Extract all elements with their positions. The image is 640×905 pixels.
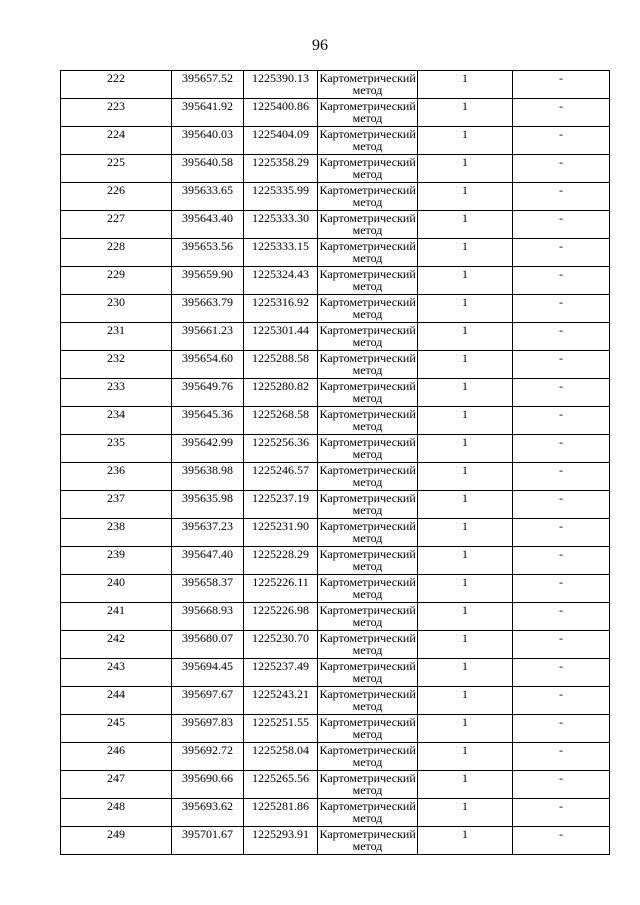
y-coordinate-cell: 1225246.57 bbox=[244, 463, 318, 491]
point-number-cell: 244 bbox=[61, 687, 172, 715]
description-cell: - bbox=[513, 295, 610, 323]
method-text: Картометрический метод bbox=[319, 379, 416, 405]
method-text: Картометрический метод bbox=[319, 435, 416, 461]
description-cell: - bbox=[513, 407, 610, 435]
y-coordinate-cell: 1225243.21 bbox=[244, 687, 318, 715]
x-coordinate-cell: 395647.40 bbox=[172, 547, 244, 575]
method-text: Картометрический метод bbox=[319, 715, 416, 741]
method-text: Картометрический метод bbox=[319, 687, 416, 713]
table-row bbox=[61, 155, 610, 183]
method-cell bbox=[318, 547, 418, 575]
table-row bbox=[61, 267, 610, 295]
method-text: Картометрический метод bbox=[319, 127, 416, 153]
x-coordinate-cell: 395635.98 bbox=[172, 491, 244, 519]
method-text: Картометрический метод bbox=[319, 155, 416, 181]
x-coordinate-cell: 395638.98 bbox=[172, 463, 244, 491]
point-number-cell: 242 bbox=[61, 631, 172, 659]
table-body bbox=[61, 71, 610, 855]
y-coordinate-cell: 1225226.11 bbox=[244, 575, 318, 603]
method-text: Картометрический метод bbox=[319, 491, 416, 517]
accuracy-cell: 1 bbox=[418, 71, 513, 99]
point-number-cell: 223 bbox=[61, 99, 172, 127]
x-coordinate-cell: 395657.52 bbox=[172, 71, 244, 99]
point-number-cell: 243 bbox=[61, 659, 172, 687]
accuracy-cell: 1 bbox=[418, 463, 513, 491]
description-cell: - bbox=[513, 715, 610, 743]
point-number-cell: 226 bbox=[61, 183, 172, 211]
y-coordinate-cell: 1225390.13 bbox=[244, 71, 318, 99]
point-number-cell: 246 bbox=[61, 743, 172, 771]
method-text: Картометрический метод bbox=[319, 183, 416, 209]
y-coordinate-cell: 1225237.19 bbox=[244, 491, 318, 519]
coordinates-table bbox=[60, 70, 610, 855]
accuracy-cell: 1 bbox=[418, 155, 513, 183]
accuracy-cell: 1 bbox=[418, 379, 513, 407]
table-row bbox=[61, 463, 610, 491]
method-text: Картометрический метод bbox=[319, 211, 416, 237]
accuracy-cell: 1 bbox=[418, 323, 513, 351]
table-row bbox=[61, 239, 610, 267]
method-cell bbox=[318, 575, 418, 603]
point-number-cell: 240 bbox=[61, 575, 172, 603]
point-number-cell: 238 bbox=[61, 519, 172, 547]
method-cell bbox=[318, 267, 418, 295]
method-text: Картометрический метод bbox=[319, 743, 416, 769]
accuracy-cell: 1 bbox=[418, 799, 513, 827]
method-cell bbox=[318, 183, 418, 211]
y-coordinate-cell: 1225324.43 bbox=[244, 267, 318, 295]
method-text: Картометрический метод bbox=[319, 239, 416, 265]
method-text: Картометрический метод bbox=[319, 631, 416, 657]
point-number-cell: 231 bbox=[61, 323, 172, 351]
method-text: Картометрический метод bbox=[319, 99, 416, 125]
description-cell: - bbox=[513, 687, 610, 715]
x-coordinate-cell: 395668.93 bbox=[172, 603, 244, 631]
point-number-cell: 236 bbox=[61, 463, 172, 491]
method-cell bbox=[318, 463, 418, 491]
method-cell bbox=[318, 827, 418, 855]
table-row bbox=[61, 379, 610, 407]
method-cell bbox=[318, 603, 418, 631]
method-cell bbox=[318, 659, 418, 687]
x-coordinate-cell: 395659.90 bbox=[172, 267, 244, 295]
accuracy-cell: 1 bbox=[418, 239, 513, 267]
x-coordinate-cell: 395690.66 bbox=[172, 771, 244, 799]
description-cell: - bbox=[513, 99, 610, 127]
method-text: Картометрический метод bbox=[319, 463, 416, 489]
table-row bbox=[61, 827, 610, 855]
x-coordinate-cell: 395653.56 bbox=[172, 239, 244, 267]
method-cell bbox=[318, 631, 418, 659]
page-number: 96 bbox=[312, 37, 328, 54]
table-row bbox=[61, 603, 610, 631]
y-coordinate-cell: 1225333.30 bbox=[244, 211, 318, 239]
description-cell: - bbox=[513, 603, 610, 631]
y-coordinate-cell: 1225265.56 bbox=[244, 771, 318, 799]
description-cell: - bbox=[513, 575, 610, 603]
description-cell: - bbox=[513, 519, 610, 547]
description-cell: - bbox=[513, 631, 610, 659]
method-cell bbox=[318, 71, 418, 99]
y-coordinate-cell: 1225358.29 bbox=[244, 155, 318, 183]
x-coordinate-cell: 395640.03 bbox=[172, 127, 244, 155]
table-row bbox=[61, 71, 610, 99]
accuracy-cell: 1 bbox=[418, 407, 513, 435]
description-cell: - bbox=[513, 491, 610, 519]
y-coordinate-cell: 1225281.86 bbox=[244, 799, 318, 827]
method-cell bbox=[318, 323, 418, 351]
table-row bbox=[61, 631, 610, 659]
table-row bbox=[61, 99, 610, 127]
description-cell: - bbox=[513, 379, 610, 407]
y-coordinate-cell: 1225237.49 bbox=[244, 659, 318, 687]
method-cell bbox=[318, 687, 418, 715]
point-number-cell: 228 bbox=[61, 239, 172, 267]
accuracy-cell: 1 bbox=[418, 491, 513, 519]
y-coordinate-cell: 1225293.91 bbox=[244, 827, 318, 855]
point-number-cell: 225 bbox=[61, 155, 172, 183]
point-number-cell: 234 bbox=[61, 407, 172, 435]
x-coordinate-cell: 395694.45 bbox=[172, 659, 244, 687]
x-coordinate-cell: 395693.62 bbox=[172, 799, 244, 827]
point-number-cell: 241 bbox=[61, 603, 172, 631]
description-cell: - bbox=[513, 127, 610, 155]
method-text: Картометрический метод bbox=[319, 519, 416, 545]
table-row bbox=[61, 211, 610, 239]
method-cell bbox=[318, 771, 418, 799]
point-number-cell: 230 bbox=[61, 295, 172, 323]
y-coordinate-cell: 1225288.58 bbox=[244, 351, 318, 379]
description-cell: - bbox=[513, 351, 610, 379]
table-row bbox=[61, 519, 610, 547]
y-coordinate-cell: 1225258.04 bbox=[244, 743, 318, 771]
y-coordinate-cell: 1225230.70 bbox=[244, 631, 318, 659]
method-cell bbox=[318, 715, 418, 743]
table-row bbox=[61, 491, 610, 519]
x-coordinate-cell: 395701.67 bbox=[172, 827, 244, 855]
table-row bbox=[61, 575, 610, 603]
method-text: Картометрический метод bbox=[319, 827, 416, 853]
description-cell: - bbox=[513, 267, 610, 295]
x-coordinate-cell: 395697.83 bbox=[172, 715, 244, 743]
x-coordinate-cell: 395641.92 bbox=[172, 99, 244, 127]
method-text: Картометрический метод bbox=[319, 295, 416, 321]
point-number-cell: 248 bbox=[61, 799, 172, 827]
description-cell: - bbox=[513, 771, 610, 799]
accuracy-cell: 1 bbox=[418, 575, 513, 603]
method-text: Картометрический метод bbox=[319, 575, 416, 601]
accuracy-cell: 1 bbox=[418, 659, 513, 687]
x-coordinate-cell: 395661.23 bbox=[172, 323, 244, 351]
table-row bbox=[61, 183, 610, 211]
accuracy-cell: 1 bbox=[418, 211, 513, 239]
y-coordinate-cell: 1225316.92 bbox=[244, 295, 318, 323]
method-cell bbox=[318, 491, 418, 519]
method-cell bbox=[318, 351, 418, 379]
description-cell: - bbox=[513, 547, 610, 575]
x-coordinate-cell: 395640.58 bbox=[172, 155, 244, 183]
method-text: Картометрический метод bbox=[319, 407, 416, 433]
point-number-cell: 247 bbox=[61, 771, 172, 799]
x-coordinate-cell: 395663.79 bbox=[172, 295, 244, 323]
x-coordinate-cell: 395645.36 bbox=[172, 407, 244, 435]
accuracy-cell: 1 bbox=[418, 183, 513, 211]
x-coordinate-cell: 395658.37 bbox=[172, 575, 244, 603]
table-row bbox=[61, 435, 610, 463]
accuracy-cell: 1 bbox=[418, 827, 513, 855]
method-cell bbox=[318, 211, 418, 239]
description-cell: - bbox=[513, 71, 610, 99]
y-coordinate-cell: 1225228.29 bbox=[244, 547, 318, 575]
table-row bbox=[61, 771, 610, 799]
accuracy-cell: 1 bbox=[418, 743, 513, 771]
x-coordinate-cell: 395642.99 bbox=[172, 435, 244, 463]
accuracy-cell: 1 bbox=[418, 127, 513, 155]
accuracy-cell: 1 bbox=[418, 715, 513, 743]
y-coordinate-cell: 1225335.99 bbox=[244, 183, 318, 211]
description-cell: - bbox=[513, 323, 610, 351]
table-row bbox=[61, 799, 610, 827]
method-text: Картометрический метод bbox=[319, 323, 416, 349]
table-row bbox=[61, 687, 610, 715]
method-cell bbox=[318, 99, 418, 127]
description-cell: - bbox=[513, 799, 610, 827]
method-cell bbox=[318, 295, 418, 323]
point-number-cell: 245 bbox=[61, 715, 172, 743]
method-text: Картометрический метод bbox=[319, 267, 416, 293]
method-text: Картометрический метод bbox=[319, 71, 416, 97]
y-coordinate-cell: 1225280.82 bbox=[244, 379, 318, 407]
accuracy-cell: 1 bbox=[418, 603, 513, 631]
accuracy-cell: 1 bbox=[418, 267, 513, 295]
table-row bbox=[61, 351, 610, 379]
point-number-cell: 239 bbox=[61, 547, 172, 575]
method-text: Картометрический метод bbox=[319, 799, 416, 825]
accuracy-cell: 1 bbox=[418, 351, 513, 379]
method-text: Картометрический метод bbox=[319, 351, 416, 377]
description-cell: - bbox=[513, 435, 610, 463]
point-number-cell: 249 bbox=[61, 827, 172, 855]
x-coordinate-cell: 395649.76 bbox=[172, 379, 244, 407]
point-number-cell: 237 bbox=[61, 491, 172, 519]
method-cell bbox=[318, 799, 418, 827]
accuracy-cell: 1 bbox=[418, 295, 513, 323]
y-coordinate-cell: 1225226.98 bbox=[244, 603, 318, 631]
point-number-cell: 227 bbox=[61, 211, 172, 239]
method-cell bbox=[318, 379, 418, 407]
x-coordinate-cell: 395633.65 bbox=[172, 183, 244, 211]
method-text: Картометрический метод bbox=[319, 659, 416, 685]
point-number-cell: 232 bbox=[61, 351, 172, 379]
point-number-cell: 222 bbox=[61, 71, 172, 99]
description-cell: - bbox=[513, 155, 610, 183]
table-row bbox=[61, 127, 610, 155]
point-number-cell: 224 bbox=[61, 127, 172, 155]
table-row bbox=[61, 659, 610, 687]
x-coordinate-cell: 395654.60 bbox=[172, 351, 244, 379]
method-cell bbox=[318, 407, 418, 435]
method-text: Картометрический метод bbox=[319, 547, 416, 573]
table-row bbox=[61, 295, 610, 323]
method-cell bbox=[318, 155, 418, 183]
method-text: Картометрический метод bbox=[319, 771, 416, 797]
description-cell: - bbox=[513, 463, 610, 491]
method-cell bbox=[318, 239, 418, 267]
point-number-cell: 233 bbox=[61, 379, 172, 407]
accuracy-cell: 1 bbox=[418, 519, 513, 547]
y-coordinate-cell: 1225400.86 bbox=[244, 99, 318, 127]
y-coordinate-cell: 1225301.44 bbox=[244, 323, 318, 351]
method-cell bbox=[318, 435, 418, 463]
description-cell: - bbox=[513, 239, 610, 267]
x-coordinate-cell: 395697.67 bbox=[172, 687, 244, 715]
y-coordinate-cell: 1225268.58 bbox=[244, 407, 318, 435]
accuracy-cell: 1 bbox=[418, 547, 513, 575]
x-coordinate-cell: 395692.72 bbox=[172, 743, 244, 771]
table-row bbox=[61, 715, 610, 743]
method-cell bbox=[318, 127, 418, 155]
accuracy-cell: 1 bbox=[418, 99, 513, 127]
description-cell: - bbox=[513, 183, 610, 211]
description-cell: - bbox=[513, 659, 610, 687]
y-coordinate-cell: 1225251.55 bbox=[244, 715, 318, 743]
table-row bbox=[61, 323, 610, 351]
x-coordinate-cell: 395680.07 bbox=[172, 631, 244, 659]
point-number-cell: 235 bbox=[61, 435, 172, 463]
y-coordinate-cell: 1225256.36 bbox=[244, 435, 318, 463]
y-coordinate-cell: 1225333.15 bbox=[244, 239, 318, 267]
table-row bbox=[61, 407, 610, 435]
y-coordinate-cell: 1225404.09 bbox=[244, 127, 318, 155]
accuracy-cell: 1 bbox=[418, 435, 513, 463]
description-cell: - bbox=[513, 743, 610, 771]
description-cell: - bbox=[513, 827, 610, 855]
x-coordinate-cell: 395637.23 bbox=[172, 519, 244, 547]
method-text: Картометрический метод bbox=[319, 603, 416, 629]
table-row bbox=[61, 547, 610, 575]
accuracy-cell: 1 bbox=[418, 687, 513, 715]
method-cell bbox=[318, 743, 418, 771]
method-cell bbox=[318, 519, 418, 547]
table-row bbox=[61, 743, 610, 771]
x-coordinate-cell: 395643.40 bbox=[172, 211, 244, 239]
description-cell: - bbox=[513, 211, 610, 239]
y-coordinate-cell: 1225231.90 bbox=[244, 519, 318, 547]
accuracy-cell: 1 bbox=[418, 631, 513, 659]
point-number-cell: 229 bbox=[61, 267, 172, 295]
accuracy-cell: 1 bbox=[418, 771, 513, 799]
